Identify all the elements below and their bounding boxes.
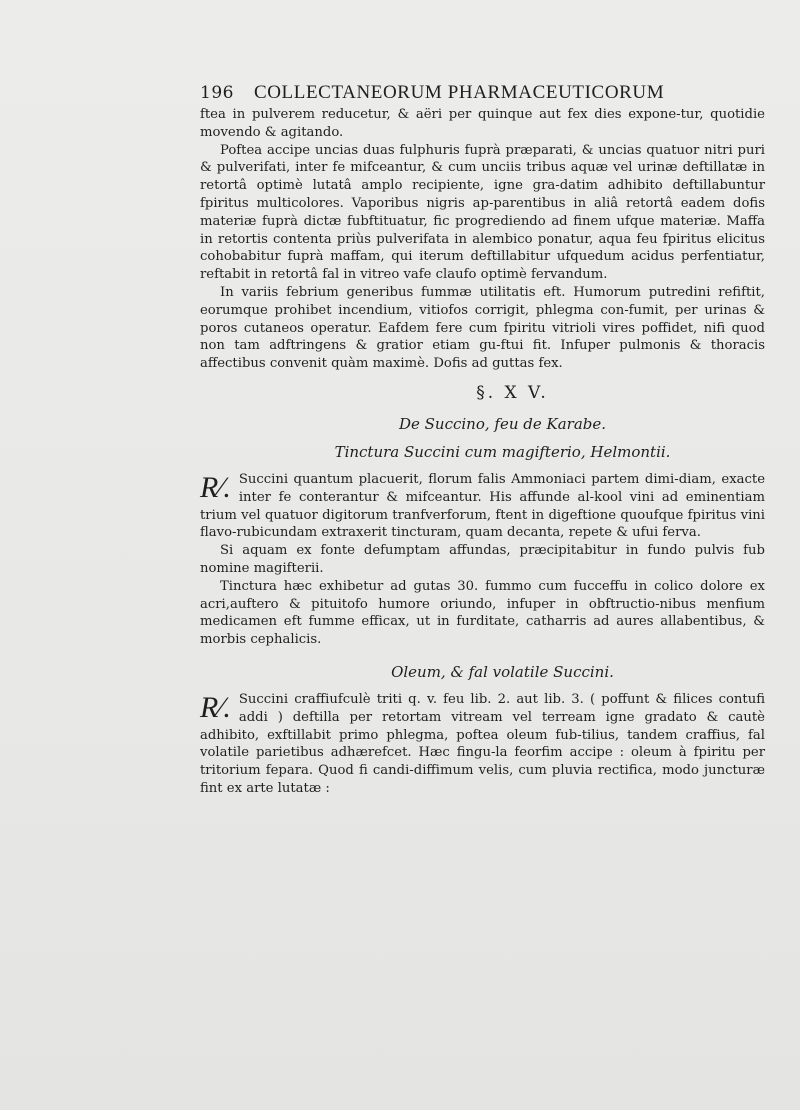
recipe-symbol: R⁄.: [200, 470, 231, 504]
recipe-title-oleum: Oleum, & fal volatile Succini.: [391, 662, 614, 681]
paragraph-tinctura-uses: Tinctura hæc exhibetur ad gutas 30. fummo cum fucceffu in colico dolore ex acri,auftero & pituitofo humore oriundo, infuper in obftructio-nibus menfium medicamen eft fumme efficax, ut in furditate, catharris ad aures allabentibus, & morbis cephalicis.: [200, 578, 765, 648]
section-number: §. X V.: [476, 382, 549, 403]
recipe-symbol: R⁄.: [200, 690, 231, 724]
paragraph-oleum-recipe: Succini craffiufculè triti q. v. feu lib. 2. aut lib. 3. ( poffunt & filices contufi addi ) deftilla per retortam vitream vel terream igne gradato & cautè adhibito, exftillabit primo phlegma, poftea oleum fub-tilius, tandem craffius, fal volatile parietibus adhærefcet. Hæc fingu-la feorfim accipe : oleum à fpiritu per tritorium fepara. Quod fi candi-diffimum velis, cum pluvia rectifica, modo juncturæ fint ex arte lutatæ :: [200, 691, 765, 796]
page-text: [200, 82, 765, 798]
paragraph-tinctura-recipe: Succini quantum placuerit, florum falis Ammoniaci partem dimi-diam, exacte inter fe conterantur & mifceantur. His affunde al-kool vini ad eminentiam trium vel quatuor digitorum tranfverforum, ftent in digeftione quoufque fpiritus vini flavo-rubicundam extraxerit tincturam, quam decanta, repete & ufui ferva.: [200, 471, 765, 541]
recipe-tinctura: [200, 471, 765, 542]
page-header: [200, 82, 765, 104]
paragraph-magisterium: Si aquam ex fonte defumptam affundas, præcipitabitur in fundo pulvis fub nomine magifterii.: [200, 543, 765, 576]
recipe-oleum: [200, 691, 765, 798]
page-number: 196: [200, 83, 234, 103]
paragraph-uses: In variis febrium generibus fummæ utilitatis eft. Humorum putredini refiftit, eorumque prohibet incendium, vitiofos corrigit, phlegma con-fumit, per urinas & poros cutaneos operatur. Eafdem fere cum fpiritu vitrioli vires poffidet, nifi quod non tam adftringens & gratior etiam gu-ftui fit. Infuper pulmonis & thoracis affectibus convenit quàm maximè. Dofis ad guttas fex.: [200, 284, 765, 372]
paragraph-continuation: ftea in pulverem reducetur, & aëri per quinque aut fex dies expone-tur, quotidie movendo & agitando.: [200, 107, 765, 140]
recipe-title-tinctura: Tinctura Succini cum magifterio, Helmontii.: [334, 442, 671, 461]
paragraph-preparation: Poftea accipe uncias duas fulphuris fuprà præparati, & uncias quatuor nitri puri & pulverifati, inter fe mifceantur, & cum unciis tribus aquæ vel urinæ deftillatæ in retortâ optimè lutatâ amplo recipiente, igne gra-datim adhibito deftillabuntur fpiritus multicolores. Vaporibus nigris ap-parentibus in aliâ retortâ eadem dofis materiæ fuprà dictæ fubftituatur, fic progrediendo ad finem ufque materiæ. Maffa in retortis contenta priùs pulverifata in alembico ponatur, aqua feu fpiritus elicitus cohobabitur fuprà maffam, qui iterum deftillabitur ufquedum acidus perfentiatur, reftabit in retortâ fal in vitreo vafe claufo optimè fervandum.: [200, 142, 765, 283]
section-title: De Succino, feu de Karabe.: [398, 414, 607, 433]
running-title: COLLECTANEORUM PHARMACEUTICORUM: [253, 82, 665, 103]
